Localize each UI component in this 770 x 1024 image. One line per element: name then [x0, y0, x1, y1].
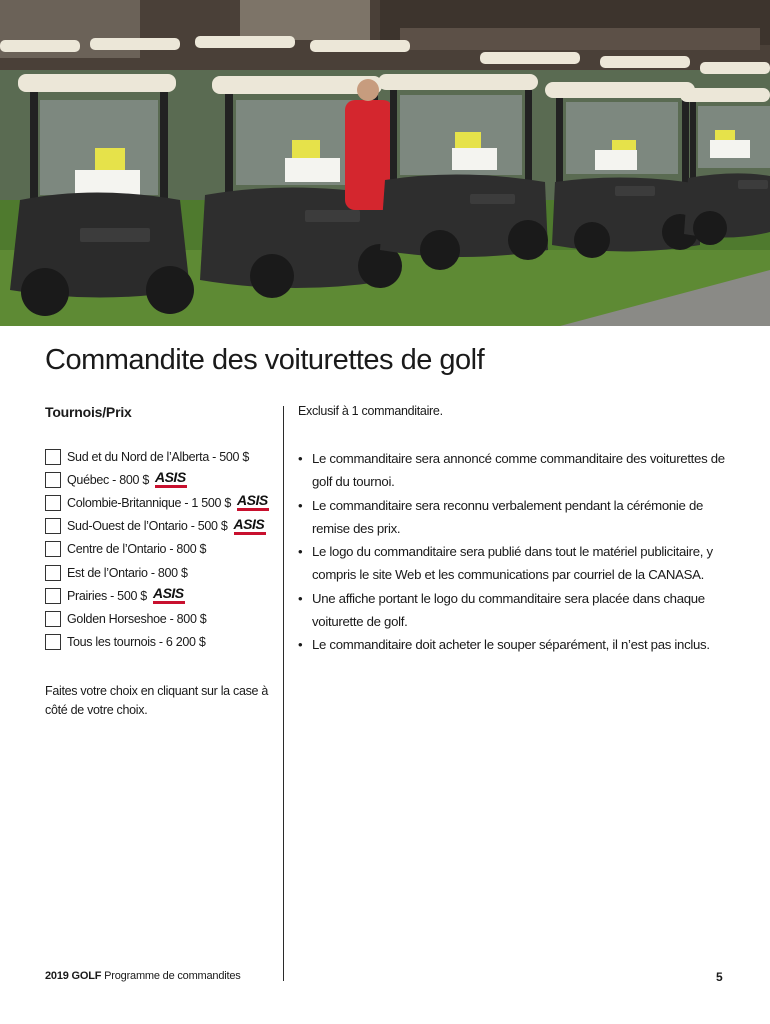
option-checkbox[interactable] [45, 565, 61, 581]
instruction-note: Faites votre choix en cliquant sur la case à côté de votre choix. [45, 683, 269, 717]
option-checkbox[interactable] [45, 634, 61, 650]
option-label: Sud et du Nord de l’Alberta - 500 $ [67, 449, 249, 464]
tournament-option[interactable] [45, 584, 280, 607]
tournament-option[interactable] [45, 607, 280, 630]
page-title: Commandite des voiturettes de golf [45, 344, 485, 376]
tournaments-heading: Tournois/Prix [45, 404, 132, 420]
option-checkbox[interactable] [45, 518, 61, 534]
asis-logo: ASIS [153, 587, 185, 604]
option-label: Est de l’Ontario - 800 $ [67, 565, 188, 580]
footer-year: 2019 GOLF [45, 970, 102, 982]
option-label: Québec - 800 $ [67, 472, 149, 487]
asis-logo: ASIS [155, 471, 187, 488]
footer-title [45, 970, 241, 982]
tournament-options [45, 445, 280, 654]
benefits-column [298, 404, 728, 657]
tournament-option[interactable] [45, 538, 280, 561]
asis-logo: ASIS [237, 494, 269, 511]
benefit-item: • Le logo du commanditaire sera publié dans tout le matériel publicitaire, y compris le site Web et les communications par courriel de la CANASA. [298, 540, 728, 587]
asis-logo: ASIS [234, 518, 266, 535]
page-number: 5 [716, 970, 723, 984]
option-label: Tous les tournois - 6 200 $ [67, 635, 206, 650]
option-label: Prairies - 500 $ [67, 588, 147, 603]
column-divider [283, 406, 284, 981]
option-checkbox[interactable] [45, 449, 61, 465]
tournaments-column [45, 404, 280, 720]
tournament-option[interactable] [45, 468, 280, 491]
tournament-option[interactable] [45, 515, 280, 538]
option-checkbox[interactable] [45, 495, 61, 511]
benefit-item: • Une affiche portant le logo du commanditaire sera placée dans chaque voiturette de golf. [298, 587, 728, 634]
footer-program: Programme de commandites [104, 970, 241, 982]
benefit-item: • Le commanditaire doit acheter le souper séparément, il n’est pas inclus. [298, 633, 728, 656]
option-label: Colombie-Britannique - 1 500 $ [67, 495, 232, 510]
option-checkbox[interactable] [45, 588, 61, 604]
tournament-option[interactable] [45, 631, 280, 654]
benefits-list [298, 447, 728, 657]
benefit-item: • Le commanditaire sera annoncé comme commanditaire des voiturettes de golf du tournoi. [298, 447, 728, 494]
exclusivity-note: Exclusif à 1 commanditaire. [298, 404, 443, 418]
tournament-option[interactable] [45, 445, 280, 468]
option-label: Golden Horseshoe - 800 $ [67, 611, 207, 626]
tournament-option[interactable] [45, 491, 280, 514]
hero-photo [0, 0, 770, 326]
tournament-option[interactable] [45, 561, 280, 584]
option-checkbox[interactable] [45, 541, 61, 557]
option-checkbox[interactable] [45, 472, 61, 488]
option-label: Centre de l’Ontario - 800 $ [67, 542, 207, 557]
golf-carts-photo [0, 0, 770, 326]
option-label: Sud-Ouest de l’Ontario - 500 $ [67, 519, 228, 534]
benefit-item: • Le commanditaire sera reconnu verbalement pendant la cérémonie de remise des prix. [298, 494, 728, 541]
option-checkbox[interactable] [45, 611, 61, 627]
